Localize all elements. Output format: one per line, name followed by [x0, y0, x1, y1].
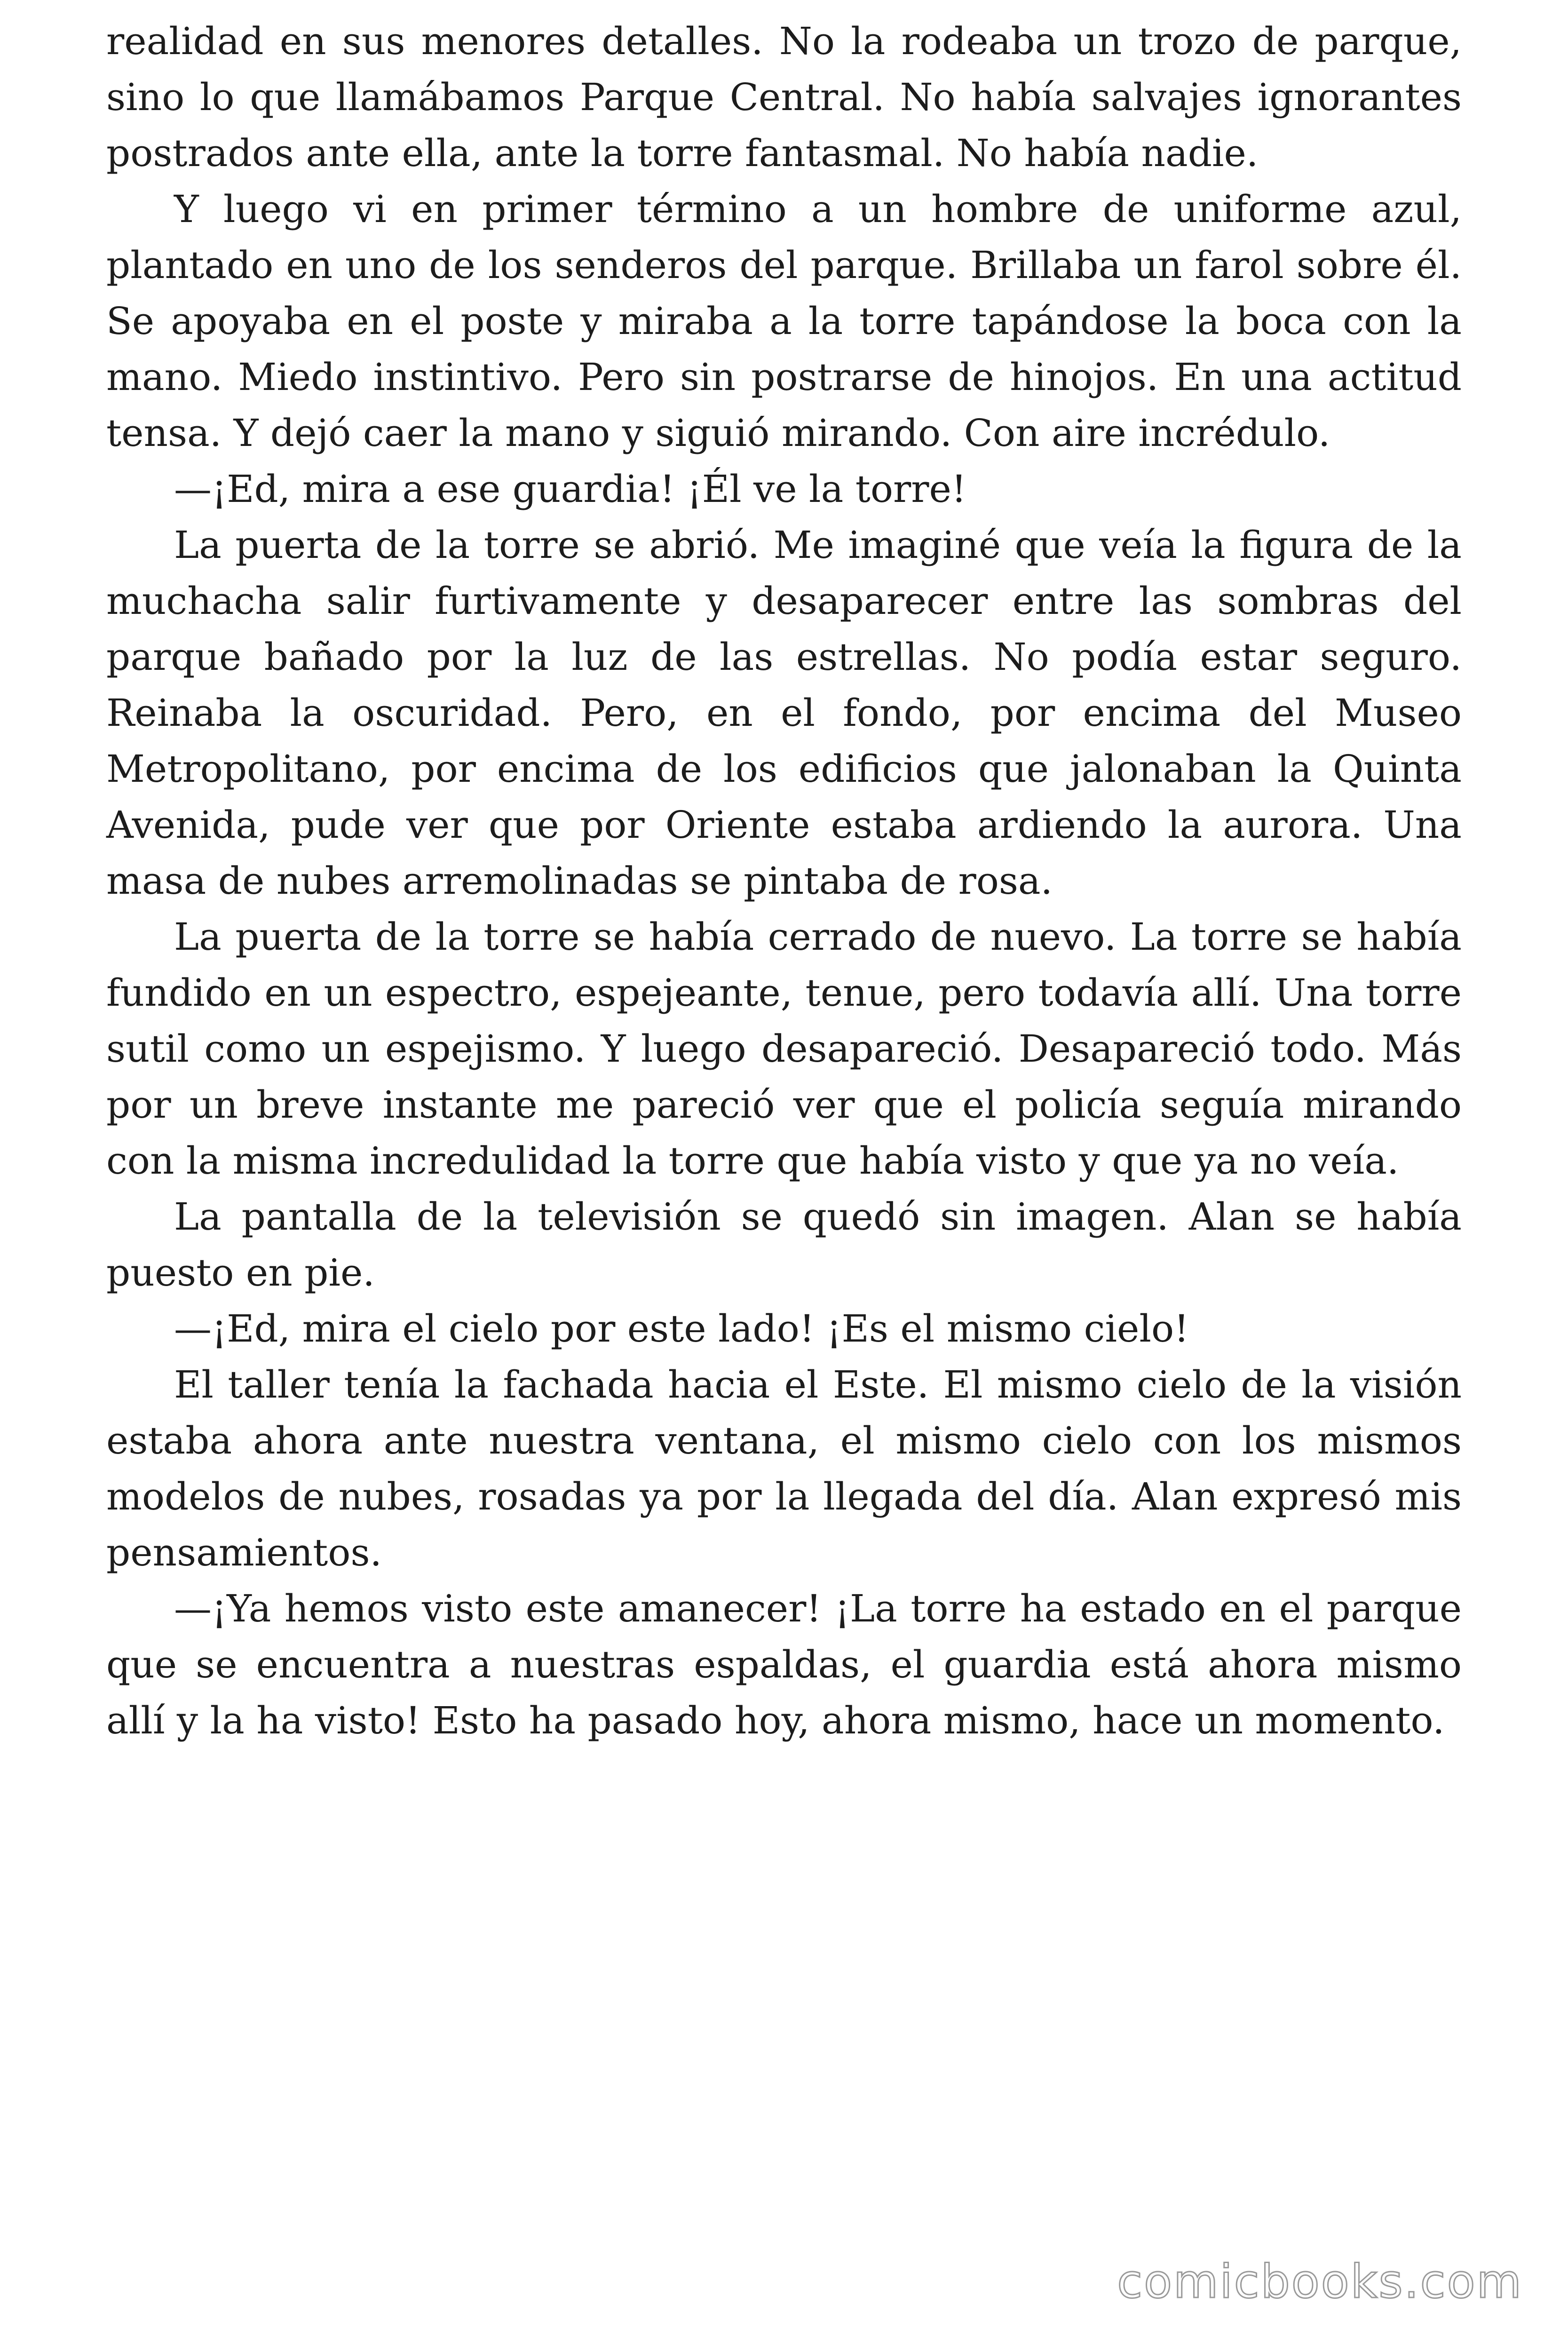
paragraph: La puerta de la torre se abrió. Me imaginé que veía la figura de la muchacha salir furtivamente y desaparecer entre las sombras del parque bañado por la luz de las estrellas. No podía estar seguro. Reinaba la oscuridad. Pero, en el fondo, por encima del Museo Metropolitano, por encima de los edificios que jalonaban la Quinta Avenida, pude ver que por Oriente estaba ardiendo la aurora. Una masa de nubes arremolinadas se pintaba de rosa.	[106, 523, 1462, 903]
page-text	[106, 13, 1462, 1748]
paragraph: —¡Ya hemos visto este amanecer! ¡La torre ha estado en el parque que se encuentra a nuestras espaldas, el guardia está ahora mismo allí y la ha visto! Esto ha pasado hoy, ahora mismo, hace un momento.	[106, 1587, 1462, 1742]
paragraph: El taller tenía la fachada hacia el Este. El mismo cielo de la visión estaba ahora ante nuestra ventana, el mismo cielo con los mismos modelos de nubes, rosadas ya por la llegada del día. Alan expresó mis pensamientos.	[106, 1363, 1462, 1574]
paragraph: La pantalla de la televisión se quedó sin imagen. Alan se había puesto en pie.	[106, 1195, 1462, 1295]
watermark: comicbooks.com	[1117, 2255, 1523, 2309]
paragraph: —¡Ed, mira a ese guardia! ¡Él ve la torre!	[174, 467, 966, 511]
paragraph: La puerta de la torre se había cerrado de nuevo. La torre se había fundido en un espectro, espejeante, tenue, pero todavía allí. Una torre sutil como un espejismo. Y luego desapareció. Desapareció todo. Más por un breve instante me pareció ver que el policía seguía mirando con la misma incredulidad la torre que había visto y que ya no veía.	[106, 915, 1462, 1183]
paragraph: —¡Ed, mira el cielo por este lado! ¡Es el mismo cielo!	[174, 1307, 1189, 1351]
paragraph: realidad en sus menores detalles. No la rodeaba un trozo de parque, sino lo que llamábamos Parque Central. No había salvajes ignorantes postrados ante ella, ante la torre fantasmal. No había nadie.	[106, 19, 1462, 175]
paragraph: Y luego vi en primer término a un hombre de uniforme azul, plantado en uno de los senderos del parque. Brillaba un farol sobre él. Se apoyaba en el poste y miraba a la torre tapándose la boca con la mano. Miedo instintivo. Pero sin postrarse de hinojos. En una actitud tensa. Y dejó caer la mano y siguió mirando. Con aire incrédulo.	[106, 187, 1462, 455]
